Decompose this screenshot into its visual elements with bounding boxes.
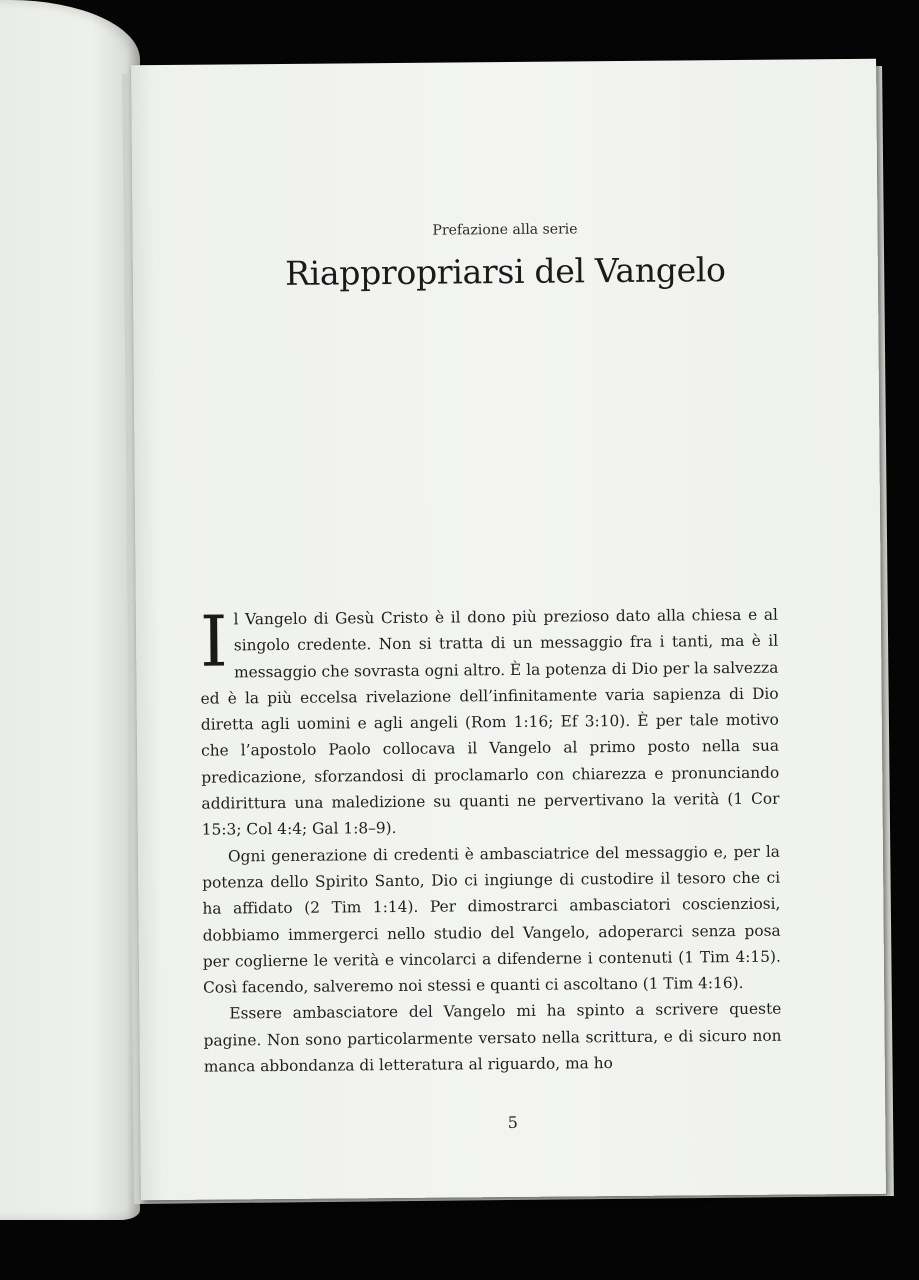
paragraph-2: Ogni generazione di credenti è ambasciatrice del messaggio e, per la potenza dello Spirito Santo, Dio ci ingiunge di custodire il tesoro che ci ha affidato (2 Tim 1:14). Per dimostrarci ambasciatori coscienziosi, dobbiamo immergerci nello studio del Vangelo, adoperarci senza posa per coglierne le verità e vincolarci a difenderne i contenuti (1 Tim 4:15). Così facendo, salveremo noi stessi e quanti ci ascoltano (1 Tim 4:16).: [202, 842, 781, 997]
paragraph-1-text: l Vangelo di Gesù Cristo è il dono più prezioso dato alla chiesa e al singolo credente. Non si tratta di un messaggio fra i tanti, ma è il messaggio che sovrasta ogni altro. È la potenza di Dio per la salvezza ed è la più eccelsa rivelazione dell’infinitamente varia sapienza di Dio diretta agli uomini e agli angeli (Rom 1:16; Ef 3:10). È per tale motivo che l’apostolo Paolo collocava il Vangelo al primo posto nella sua predicazione, sforzandosi di proclamarlo con chiarezza e pronunciando addirittura una maledizione su quanti ne pervertivano la verità (1 Cor 15:3; Col 4:4; Gal 1:8–9).: [200, 605, 780, 840]
series-preface-label: Prefazione alla serie: [432, 221, 578, 239]
paragraph-1: [200, 602, 780, 844]
page-number: 5: [507, 1112, 518, 1133]
left-page-edge: [0, 0, 140, 1220]
paragraph-3: Essere ambasciatore del Vangelo mi ha spinto a scrivere queste pagine. Non sono particolarmente versato nella scrittura, e di sicuro non manca abbondanza di letteratura al riguardo, ma ho: [203, 1000, 782, 1076]
chapter-title: Riappropriarsi del Vangelo: [284, 250, 726, 293]
right-page: [131, 59, 886, 1200]
body-text: [200, 602, 782, 1080]
drop-cap: I: [199, 600, 229, 683]
